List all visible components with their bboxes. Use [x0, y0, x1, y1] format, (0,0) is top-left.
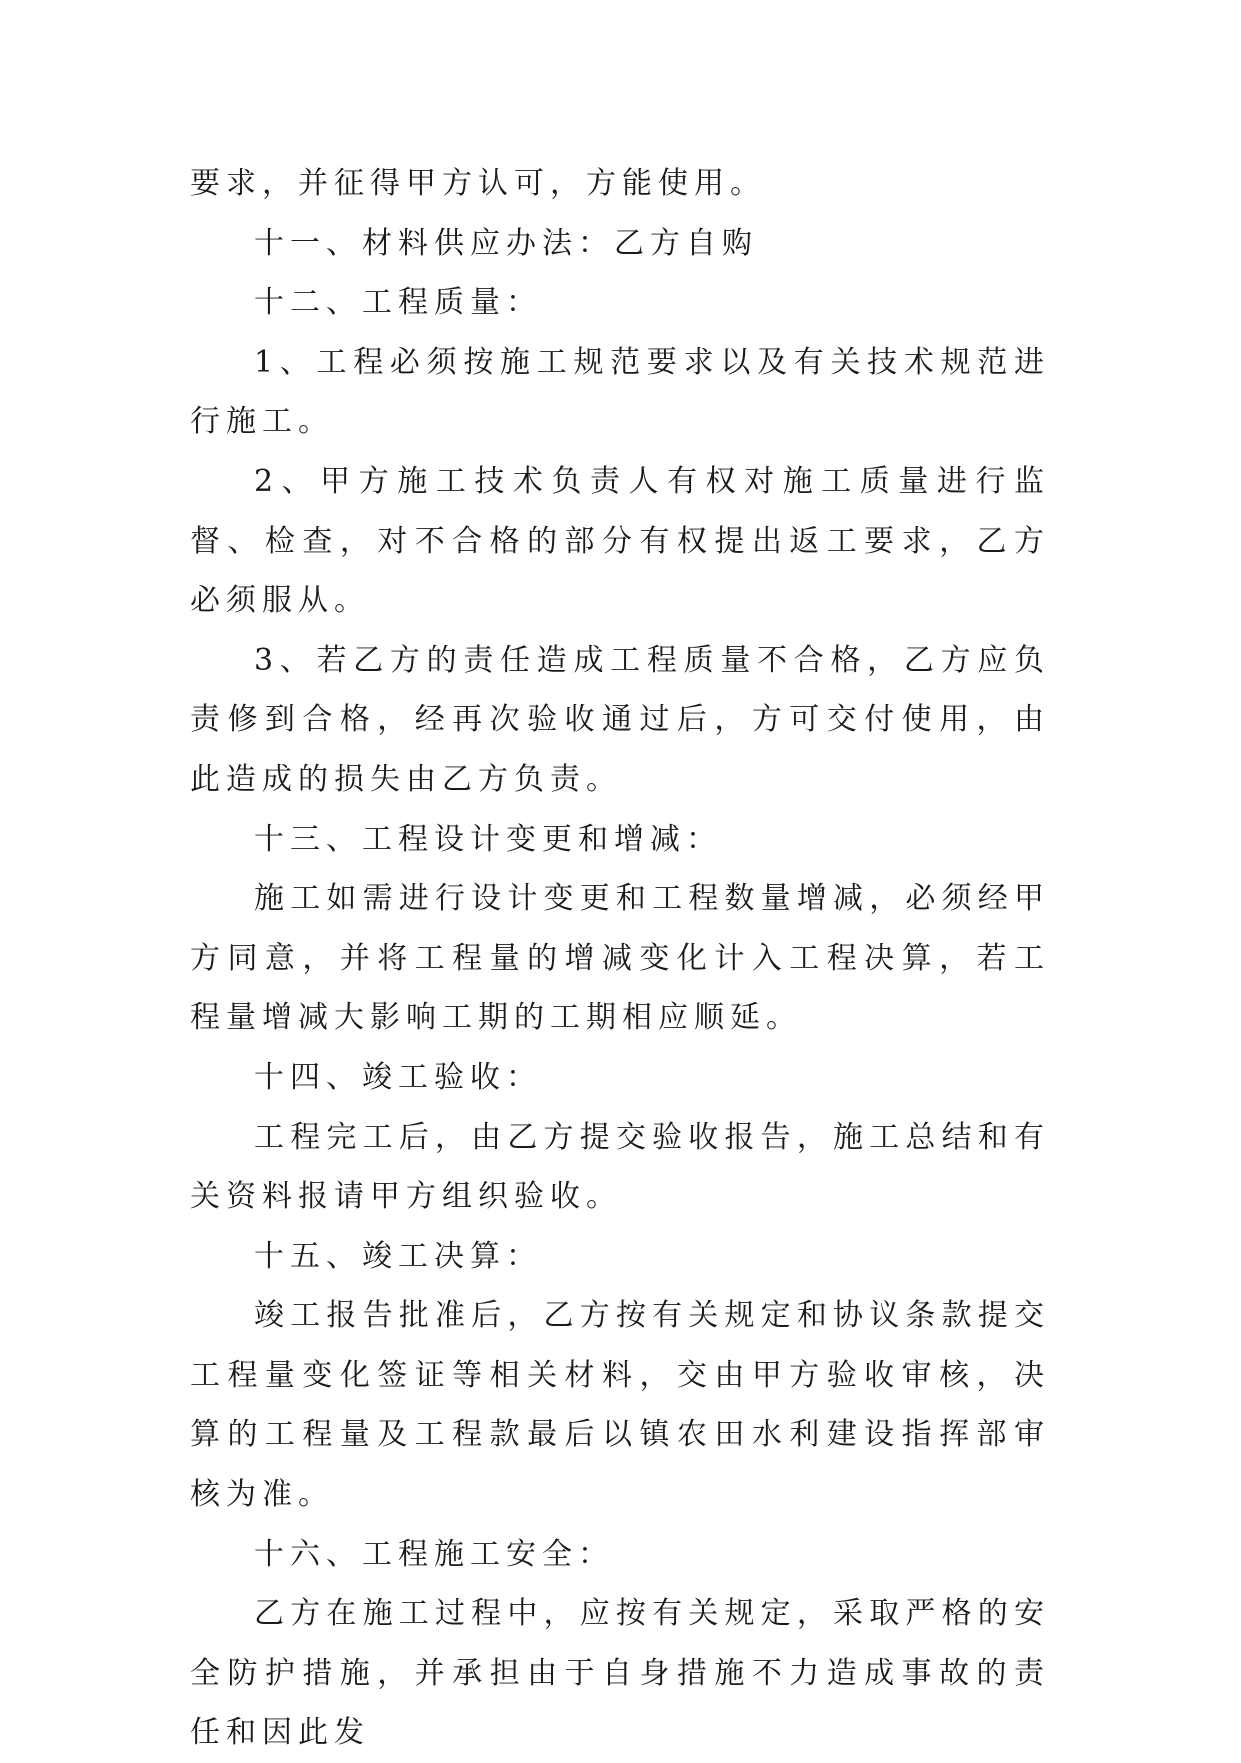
paragraph-clause-12-item-3: 3、若乙方的责任造成工程质量不合格，乙方应负责修到合格，经再次验收通过后，方可交付使用，由此造成的损失由乙方负责。: [190, 642, 1050, 797]
paragraph-clause-16-body: 乙方在施工过程中，应按有关规定，采取严格的安全防护措施，并承担由于自身措施不力造成事故的责任和因此发: [190, 1596, 1050, 1751]
paragraph-clause-13-body: 施工如需进行设计变更和工程数量增减，必须经甲方同意，并将工程量的增减变化计入工程决算，若工程量增减大影响工期的工期相应顺延。: [190, 881, 1050, 1036]
paragraph-clause-16-heading: 十六、工程施工安全：: [254, 1536, 614, 1572]
paragraph-clause-14-body: 工程完工后，由乙方提交验收报告，施工总结和有关资料报请甲方组织验收。: [190, 1119, 1050, 1215]
paragraph-clause-12-heading: 十二、工程质量：: [254, 285, 542, 321]
paragraph-clause-12-item-1: 1、工程必须按施工规范要求以及有关技术规范进行施工。: [190, 344, 1050, 440]
paragraph-continuation: 要求，并征得甲方认可，方能使用。: [190, 166, 766, 201]
paragraph-clause-11: 十一、材料供应办法：乙方自购: [254, 225, 758, 261]
paragraph-clause-14-heading: 十四、竣工验收：: [254, 1059, 542, 1095]
document-body: [190, 154, 1050, 1763]
paragraph-clause-15-body: 竣工报告批准后，乙方按有关规定和协议条款提交工程量变化签证等相关材料，交由甲方验收审核，决算的工程量及工程款最后以镇农田水利建设指挥部审核为准。: [190, 1298, 1050, 1513]
paragraph-clause-15-heading: 十五、竣工决算：: [254, 1238, 542, 1274]
paragraph-clause-12-item-2: 2、甲方施工技术负责人有权对施工质量进行监督、检查，对不合格的部分有权提出返工要求，乙方必须服从。: [190, 463, 1050, 619]
paragraph-clause-13-heading: 十三、工程设计变更和增减：: [254, 821, 722, 857]
